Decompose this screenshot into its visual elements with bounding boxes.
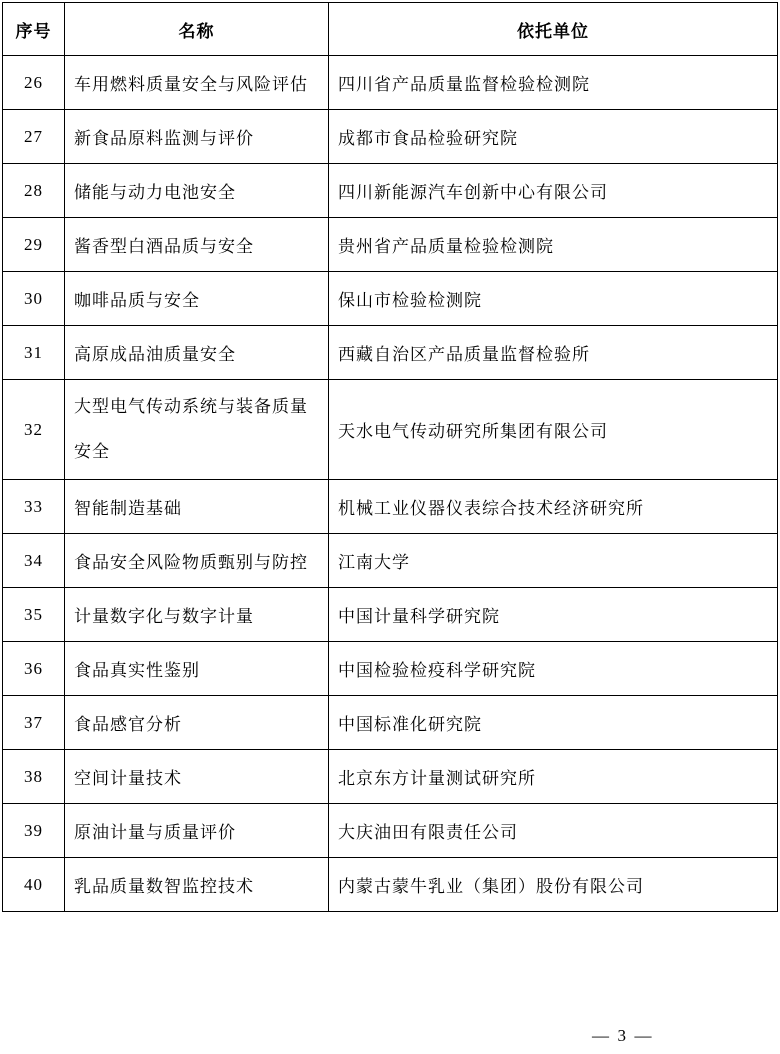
table-row [3,272,778,326]
table-row [3,110,778,164]
row-number: 26 [3,56,65,110]
row-name: 储能与动力电池安全 [65,164,329,218]
table-row [3,56,778,110]
row-unit: 四川省产品质量监督检验检测院 [329,56,778,110]
row-name-line1: 大型电气传动系统与装备质量 [74,396,308,417]
table-row [3,380,778,480]
row-number: 38 [3,750,65,804]
table-row [3,164,778,218]
row-number: 33 [3,480,65,534]
table-row [3,642,778,696]
row-name: 食品感官分析 [65,696,329,750]
header-no: 序号 [3,3,65,56]
row-name: 咖啡品质与安全 [65,272,329,326]
row-unit: 保山市检验检测院 [329,272,778,326]
row-name: 食品安全风险物质甄别与防控 [65,534,329,588]
row-name: 空间计量技术 [65,750,329,804]
page-number: — 3 — [592,1026,652,1045]
row-number: 34 [3,534,65,588]
row-name-line2: 安全 [74,441,110,462]
table-row [3,326,778,380]
row-name: 酱香型白酒品质与安全 [65,218,329,272]
table-row [3,750,778,804]
table-row [3,858,778,912]
row-unit: 机械工业仪器仪表综合技术经济研究所 [329,480,778,534]
row-name: 智能制造基础 [65,480,329,534]
row-name: 车用燃料质量安全与风险评估 [65,56,329,110]
row-number: 35 [3,588,65,642]
row-unit: 中国计量科学研究院 [329,588,778,642]
row-unit: 贵州省产品质量检验检测院 [329,218,778,272]
row-name: 乳品质量数智监控技术 [65,858,329,912]
row-number: 37 [3,696,65,750]
row-unit: 成都市食品检验研究院 [329,110,778,164]
row-name: 新食品原料监测与评价 [65,110,329,164]
row-unit: 中国标准化研究院 [329,696,778,750]
table-row [3,804,778,858]
row-unit: 北京东方计量测试研究所 [329,750,778,804]
row-number: 30 [3,272,65,326]
row-name: 食品真实性鉴别 [65,642,329,696]
row-name: 计量数字化与数字计量 [65,588,329,642]
row-number: 40 [3,858,65,912]
header-name: 名称 [65,3,329,56]
table-row [3,218,778,272]
row-unit: 中国检验检疫科学研究院 [329,642,778,696]
row-unit: 大庆油田有限责任公司 [329,804,778,858]
row-unit: 江南大学 [329,534,778,588]
row-unit: 四川新能源汽车创新中心有限公司 [329,164,778,218]
table-header-row [3,3,778,56]
row-number: 27 [3,110,65,164]
table-row [3,588,778,642]
header-unit: 依托单位 [329,3,778,56]
row-number: 29 [3,218,65,272]
institution-table [2,2,778,912]
row-number: 28 [3,164,65,218]
table-row [3,696,778,750]
row-unit: 西藏自治区产品质量监督检验所 [329,326,778,380]
row-name [65,380,329,480]
row-unit: 内蒙古蒙牛乳业（集团）股份有限公司 [329,858,778,912]
table-row [3,534,778,588]
row-number: 31 [3,326,65,380]
row-number: 36 [3,642,65,696]
row-name: 原油计量与质量评价 [65,804,329,858]
row-name: 高原成品油质量安全 [65,326,329,380]
table-row [3,480,778,534]
row-number: 39 [3,804,65,858]
row-unit: 天水电气传动研究所集团有限公司 [329,380,778,480]
row-number: 32 [3,380,65,480]
